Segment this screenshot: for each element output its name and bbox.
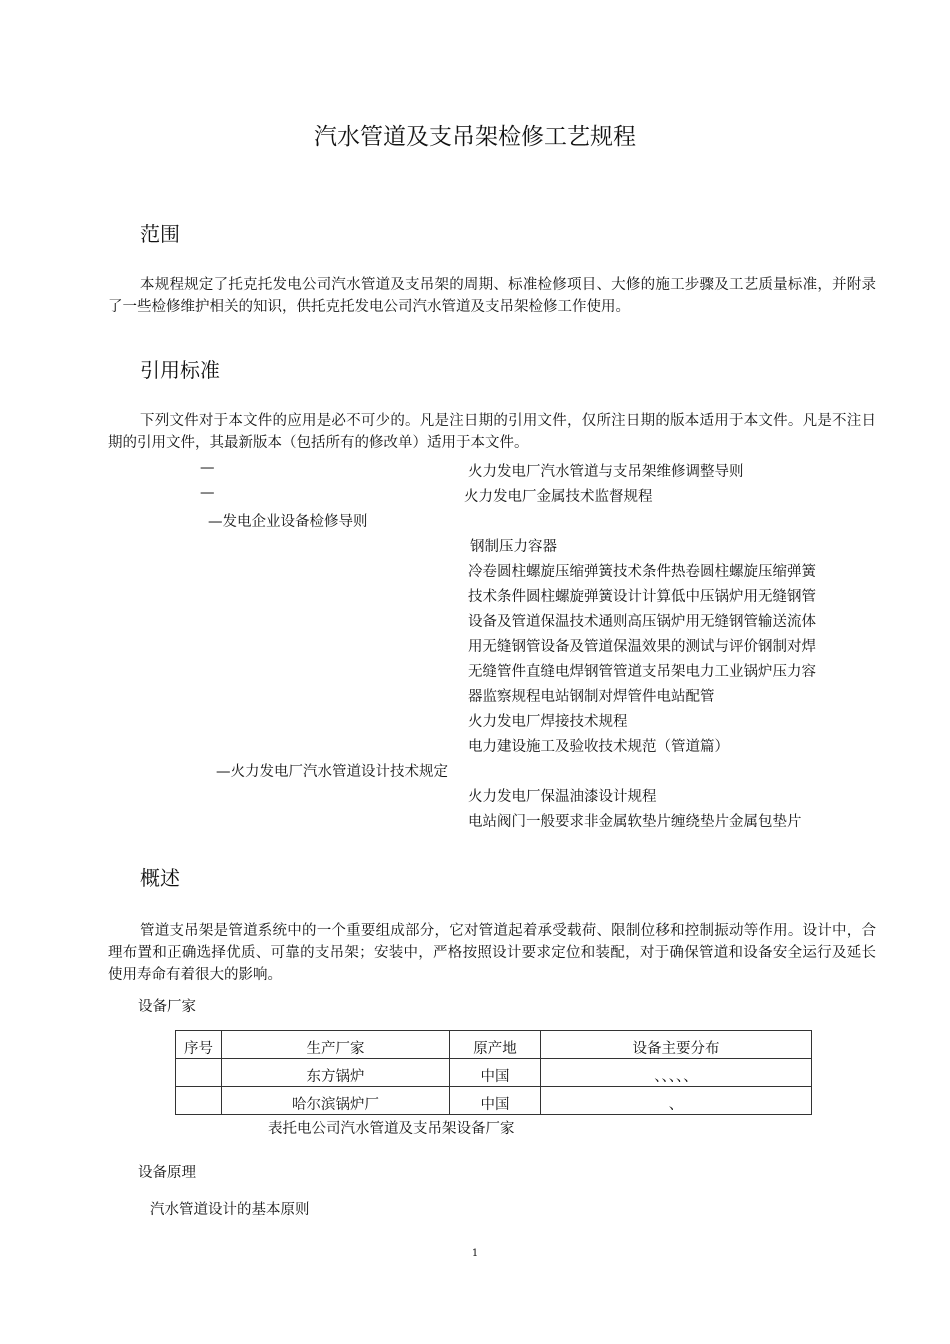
page-number: 1 (471, 1248, 479, 1259)
manufacturer-label: 设备厂家 (138, 999, 196, 1015)
table-cell (176, 1087, 222, 1115)
table-header-cell: 序号 (176, 1031, 222, 1059)
reference-dash: — (200, 460, 215, 476)
reference-item: 用无缝钢管设备及管道保温效果的测试与评价钢制对焊 (468, 639, 816, 655)
overview-paragraph: 管道支吊架是管道系统中的一个重要组成部分，它对管道起着承受载荷、限制位移和控制振动等作用。设计中，合理布置和正确选择优质、可靠的支吊架；安装中，严格按照设计要求定位和装配，对于确保管道和设备安全运行及延长使用寿命有着很大的影响。 (108, 923, 876, 983)
table-header-row (176, 1031, 812, 1059)
reference-item: 火力发电厂焊接技术规程 (468, 714, 628, 730)
reference-dash: — (200, 485, 215, 501)
section-heading-scope: 范围 (140, 222, 180, 246)
references-intro: 下列文件对于本文件的应用是必不可少的。凡是注日期的引用文件，仅所注日期的版本适用于本文件。凡是不注日期的引用文件，其最新版本（包括所有的修改单）适用于本文件。 (108, 413, 876, 451)
table-row (176, 1059, 812, 1087)
table-header-cell: 生产厂家 (222, 1031, 450, 1059)
reference-item: 火力发电厂汽水管道与支吊架维修调整导则 (468, 464, 744, 480)
section-heading-overview: 概述 (140, 866, 180, 890)
reference-item: 电力建设施工及验收技术规范（管道篇） (468, 739, 729, 755)
scope-paragraph: 本规程规定了托克托发电公司汽水管道及支吊架的周期、标准检修项目、大修的施工步骤及工艺质量标准，并附录了一些检修维护相关的知识，供托克托发电公司汽水管道及支吊架检修工作使用。 (108, 277, 876, 315)
table-cell: 中国 (450, 1059, 541, 1087)
table-cell: 、 (541, 1087, 812, 1115)
reference-item: 钢制压力容器 (470, 539, 557, 555)
reference-item: 设备及管道保温技术通则高压锅炉用无缝钢管输送流体 (468, 614, 816, 630)
table-caption: 表托电公司汽水管道及支吊架设备厂家 (268, 1121, 515, 1137)
table-header-cell: 设备主要分布 (541, 1031, 812, 1059)
reference-item: 器监察规程电站钢制对焊管件电站配管 (468, 689, 715, 705)
reference-item: 技术条件圆柱螺旋弹簧设计计算低中压锅炉用无缝钢管 (468, 589, 816, 605)
principle-label: 设备原理 (138, 1165, 196, 1181)
section-heading-references: 引用标准 (140, 358, 220, 382)
table-cell: 哈尔滨锅炉厂 (222, 1087, 450, 1115)
table-cell: 、、、、、 (541, 1059, 812, 1087)
table-cell: 东方锅炉 (222, 1059, 450, 1087)
reference-item: 火力发电厂保温油漆设计规程 (468, 789, 657, 805)
table-header-cell: 原产地 (450, 1031, 541, 1059)
manufacturer-table (175, 1030, 812, 1115)
reference-item: —火力发电厂汽水管道设计技术规定 (216, 764, 448, 780)
table-cell (176, 1059, 222, 1087)
principle-subheading: 汽水管道设计的基本原则 (150, 1202, 310, 1218)
reference-item: —发电企业设备检修导则 (208, 514, 368, 530)
reference-item: 冷卷圆柱螺旋压缩弹簧技术条件热卷圆柱螺旋压缩弹簧 (468, 564, 816, 580)
reference-item: 电站阀门一般要求非金属软垫片缠绕垫片金属包垫片 (468, 814, 802, 830)
reference-item: 无缝管件直缝电焊钢管管道支吊架电力工业锅炉压力容 (468, 664, 816, 680)
document-title: 汽水管道及支吊架检修工艺规程 (314, 124, 636, 150)
reference-item: 火力发电厂金属技术监督规程 (464, 489, 653, 505)
table-row (176, 1087, 812, 1115)
table-cell: 中国 (450, 1087, 541, 1115)
